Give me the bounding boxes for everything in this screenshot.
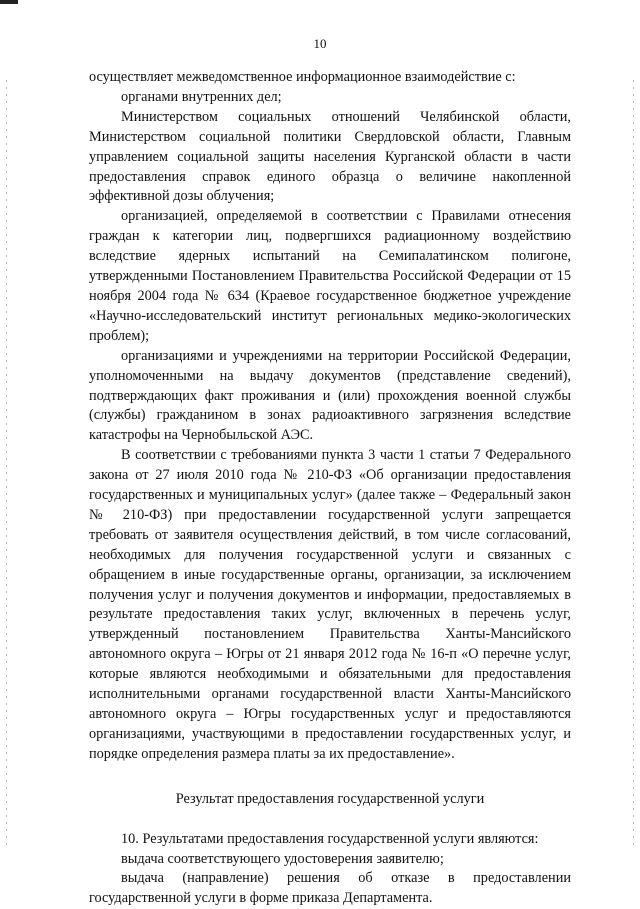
section-heading: Результат предоставления государственной услуги [175,790,485,807]
paragraph: органами внутренних дел; [121,88,282,105]
paragraph: выдача соответствующего удостоверения заявителю; [121,850,444,867]
left-edge-dots [6,80,7,845]
document-body [89,68,571,909]
paragraph: организацией, определяемой в соответствии с Правилами отнесения граждан к категории лиц, подвергшихся радиационному воздействию вследствие ядерных испытаний на Семипалатинском полигоне, утвержденными Постановлением Правительства Российской Федерации от 15 ноября 2004 года № 634 (Краевое государственное бюджетное учреждение «Научно-исследовательский институт региональных медико-экологических проблем); [89,208,571,344]
paragraph: Министерством социальных отношений Челябинской области, Министерством социальной политики Свердловской области, Главным управлением социальной защиты населения Курганской области в части предоставления справок единого образца о величине накопленной эффективной дозы облучения; [89,108,571,205]
paragraph: 10. Результатами предоставления государственной услуги являются: [121,830,539,847]
scan-mark [0,0,18,4]
page-number: 10 [313,36,327,51]
paragraph: выдача (направление) решения об отказе в предоставлении государственной услуги в форме приказа Департамента. [89,870,571,907]
paragraph: В соответствии с требованиями пункта 3 части 1 статьи 7 Федерального закона от 27 июля 2010 года № 210-ФЗ «Об организации предоставления государственных и муниципальных услуг» (далее также – Федеральный закон № 210-ФЗ) при предоставлении государственной услуги запрещается требовать от заявителя осуществления действий, в том числе согласований, необходимых для получения государственной услуги и связанных с обращением в иные государственные органы, организации, за исключением получения услуг и получения документов и информации, предоставляемых в результате предоставления таких услуг, включенных в перечень услуг, утвержденный постановлением Правительства Ханты-Мансийского автономного округа – Югры от 21 января 2012 года № 16-п «О перечне услуг, которые являются необходимыми и обязательными для предоставления исполнительными органами государственной власти Ханты-Мансийского автономного округа – Югры государственных услуг и предоставляются организациями, участвующими в предоставлении государственных услуг, и порядке определения размера платы за их предоставление». [89,447,571,762]
paragraph: организациями и учреждениями на территории Российской Федерации, уполномоченными на выдачу документов (представление сведений), подтверждающих факт проживания и (или) прохождения военной службы (службы) гражданином в зонах радиоактивного загрязнения вследствие катастрофы на Чернобыльской АЭС. [89,347,571,444]
paragraph: осуществляет межведомственное информационное взаимодействие с: [89,69,516,85]
right-edge-dots [633,80,634,845]
